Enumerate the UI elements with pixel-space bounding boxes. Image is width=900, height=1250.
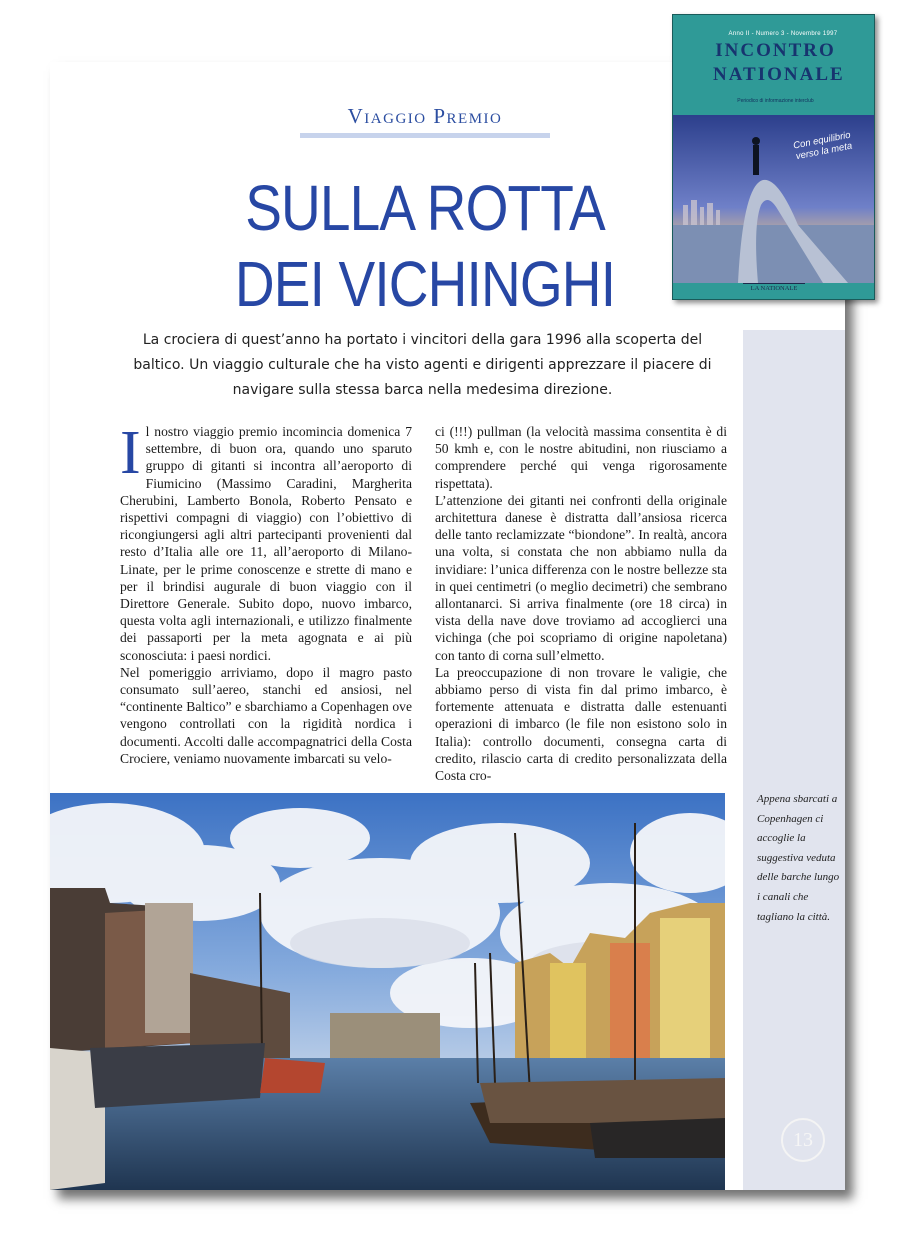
side-band [743,330,845,1190]
paragraph-4: L’attenzione dei gitanti nei confronti della originale architettura danese è distratta dall’ansiosa ricerca delle tanto reclamizzate “biondone”. In realtà, ancora una volta, si constata che non abbiamo nulla da invidiare: l’unica differenza con le nostre bellezze sta in quei centimetri (o meglio decimetri) che sembrano allontanarci. Si arriva finalmente (ore 18 circa) in vista della nave dove troviamo ad accoglierci una vichinga (che poi scopriamo di origine napoletana) con tanto di corna sull’elmetto. [435,492,727,663]
paragraph-1-text: l nostro viaggio premio incomincia domenica 7 settembre, di buon ora, quando uno sparuto gruppo di gitanti si incontra all’aeroporto di Fiumicino (Massimo Caradini, Margherita Cherubini, Lamberto Bonola, Roberto Pensato e rispettivi compagni di viaggio) con l’obiettivo di ricongiungersi agli altri partecipanti provenienti dal resto d’Italia alle ore 11, all’aeroporto di Milano-Linate, per le prime conoscenze e strette di mano e per il brindisi augurale di buon viaggio con il Direttore Generale. Subito dopo, nuovo imbarco, questa volta agli internazionali, e utilizzo finalmente dei passaporti per la meta agognata e ai più sconosciuta: i paesi nordici. [120,424,412,663]
title-line-1: SULLA ROTTA [245,172,605,244]
article-title [171,170,678,322]
cover-slogan: Con equilibrio verso la meta [792,129,854,163]
cover-subtitle: Periodico di informazione interclub [737,98,814,104]
drop-cap: I [120,419,141,487]
harbour-illustration [50,793,725,1190]
text-column-left [120,419,412,767]
cover-title-line-2: NATIONALE [713,64,845,85]
title-line-2: DEI VICHINGHI [234,248,616,320]
cover-title-line-1: INCONTRO [715,40,836,61]
cover-title [713,39,845,87]
cover-issue-line: Anno II - Numero 3 - Novembre 1997 [728,31,838,37]
paragraph-1 [120,419,412,664]
text-column-right [435,423,727,784]
nyhavn-photo [50,793,725,1190]
page-number: 13 [781,1118,825,1162]
magazine-cover [672,14,875,300]
article-lead: La crociera di quest’anno ha portato i vincitori della gara 1996 alla scoperta del baltico. Un viaggio culturale che ha visto agenti e dirigenti apprezzare il piacere di navigare sulla stessa barca nella medesima direzione. [133,332,712,398]
section-kicker: Viaggio Premio [300,104,550,138]
photo-caption: Appena sbarcati a Copenhagen ci accoglie la suggestiva veduta delle barche lungo i canali che tagliano la città. [757,793,840,923]
cover-publisher-logo: LA NATIONALE [743,283,805,292]
paragraph-5: La preoccupazione di non trovare le valigie, che abbiamo perso di vista fin dal primo imbarco, è fortemente attenuata e distratta dalle estenuanti operazioni di imbarco (le file non esistono solo in Italia): controllo documenti, consegna carta di credito, rilascio carta di credito personalizzata della Costa cro- [435,664,727,784]
paragraph-3: ci (!!!) pullman (la velocità massima consentita è di 50 kmh e, con le nostre abitudini, non riusciamo a comprendere perché qui venga rigorosamente rispettata). [435,424,727,491]
paragraph-2: Nel pomeriggio arriviamo, dopo il magro pasto consumato sull’aereo, stanchi ed ansiosi, nel “continente Baltico” e sbarchiamo a Copenhagen ove vengono controllati con la rigidità nordica i documenti. Accolti dalle accompagnatrici della Costa Crociere, veniamo nuovamente imbarcati su velo- [120,664,412,766]
